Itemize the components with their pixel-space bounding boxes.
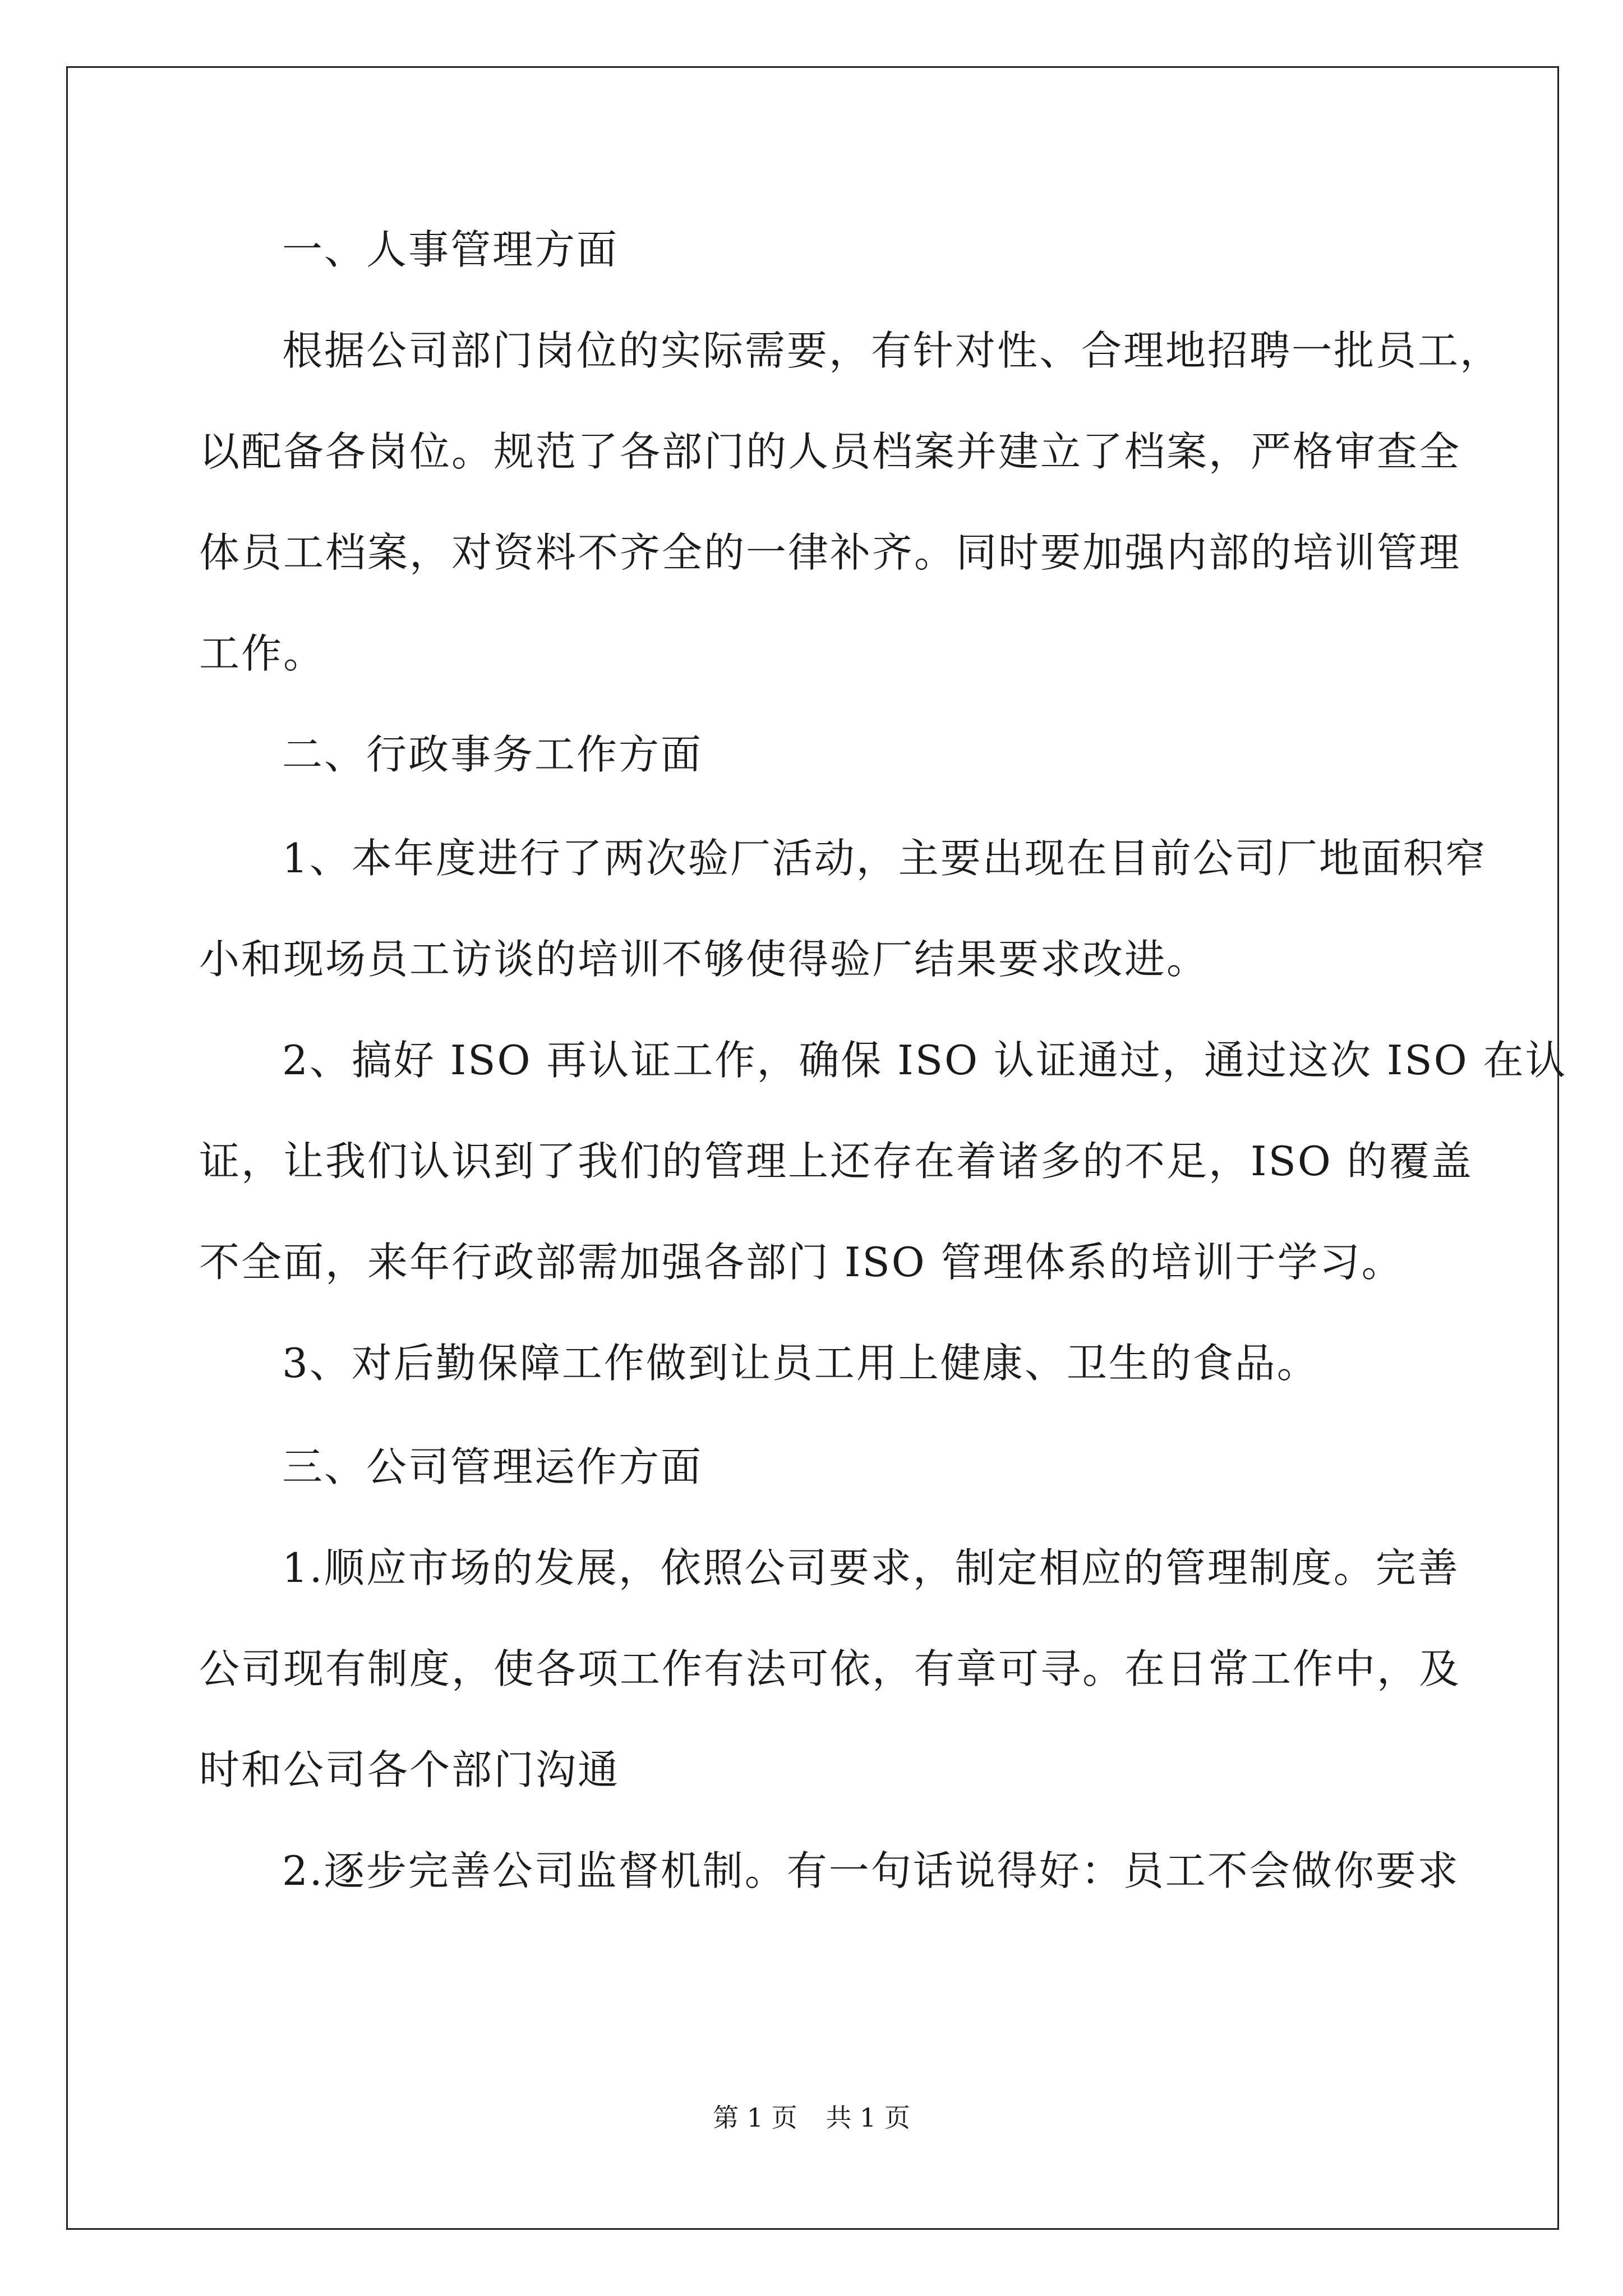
paragraph-line: 体员工档案，对资料不齐全的一律补齐。同时要加强内部的培训管理 [199,529,1461,576]
paragraph-line: 2.逐步完善公司监督机制。有一句话说得好：员工不会做你要求 [282,1847,1460,1894]
paragraph-line: 小和现场员工访谈的培训不够使得验厂结果要求改进。 [199,936,1209,983]
section-heading-personnel: 一、人事管理方面 [282,226,619,273]
section-heading-admin: 二、行政事务工作方面 [282,731,703,778]
paragraph-line: 时和公司各个部门沟通 [199,1746,620,1793]
paragraph-line: 2、搞好 ISO 再认证工作，确保 ISO 认证通过，通过这次 ISO 在认 [282,1037,1567,1084]
page-number: 第 1 页 [713,2102,797,2133]
paragraph-line: 1.顺应市场的发展，依照公司要求，制定相应的管理制度。完善 [282,1544,1460,1591]
section-heading-management: 三、公司管理运作方面 [282,1443,703,1490]
paragraph-line: 工作。 [199,630,326,677]
paragraph-line: 不全面，来年行政部需加强各部门 ISO 管理体系的培训于学习。 [199,1239,1404,1286]
paragraph-line: 以配备各岗位。规范了各部门的人员档案并建立了档案，严格审查全 [199,428,1461,475]
paragraph-line: 1、本年度进行了两次验厂活动，主要出现在目前公司厂地面积窄 [282,835,1487,882]
paragraph-line: 根据公司部门岗位的实际需要，有针对性、合理地招聘一批员工， [282,327,1502,374]
paragraph-line: 3、对后勤保障工作做到让员工用上健康、卫生的食品。 [282,1340,1319,1387]
page-total: 共 1 页 [826,2102,910,2133]
paragraph-line: 证，让我们认识到了我们的管理上还存在着诸多的不足，ISO 的覆盖 [199,1138,1473,1185]
page-footer [0,2101,1623,2134]
paragraph-line: 公司现有制度，使各项工作有法可依，有章可寻。在日常工作中，及 [199,1645,1461,1692]
